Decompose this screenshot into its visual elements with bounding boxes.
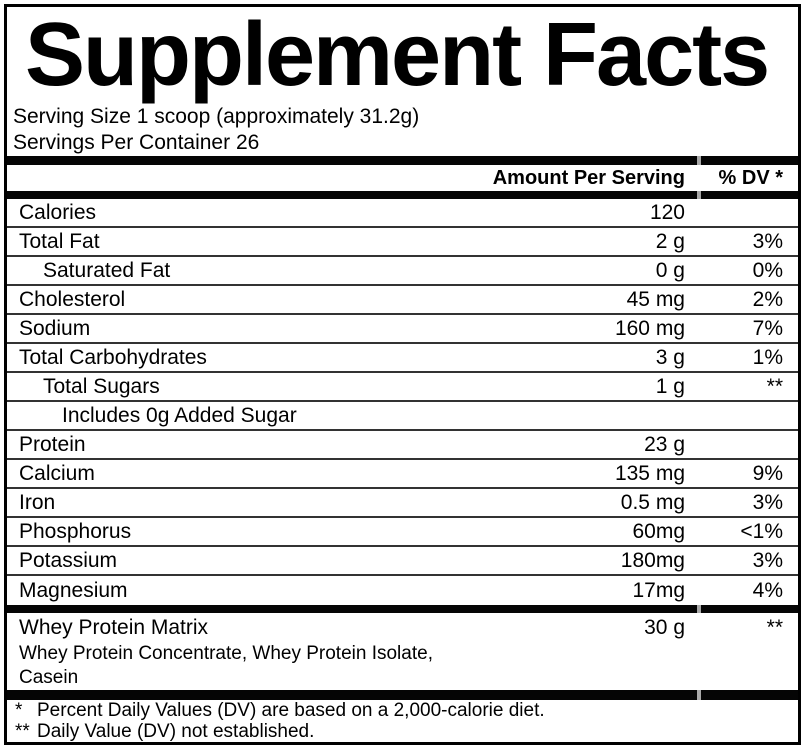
nutrient-amount: 60mg (632, 519, 685, 543)
nutrient-amount: 17mg (632, 578, 685, 602)
table-row (7, 402, 798, 431)
nutrient-amount: 120 (649, 200, 685, 224)
nutrient-name: Phosphorus (19, 519, 132, 543)
table-row (7, 547, 798, 576)
table-header (7, 165, 798, 191)
table-row (7, 199, 798, 228)
nutrient-name: Calcium (19, 461, 95, 485)
nutrient-dv: ** (766, 374, 783, 398)
nutrient-name: Sodium (19, 316, 91, 340)
nutrient-dv: 1% (752, 345, 783, 369)
table-row (7, 576, 798, 605)
nutrient-dv: ** (766, 615, 783, 639)
supplement-facts-panel (4, 4, 801, 745)
nutrient-amount: 135 mg (614, 461, 685, 485)
table-row (7, 344, 798, 373)
blend-ingredients-line: Casein (19, 667, 79, 688)
nutrient-dv: 3% (752, 229, 783, 253)
nutrient-name: Total Sugars (43, 374, 160, 398)
nutrient-name: Iron (19, 490, 56, 514)
table-row (7, 518, 798, 547)
table-row (7, 228, 798, 257)
nutrient-amount: 160 mg (614, 316, 685, 340)
table-row-blend (7, 613, 798, 642)
nutrient-dv: 2% (752, 287, 783, 311)
panel-title: Supplement Facts (25, 5, 769, 105)
footnote-dv-basis (7, 700, 798, 721)
nutrient-name: Total Carbohydrates (19, 345, 207, 369)
nutrient-dv: 0% (752, 258, 783, 282)
nutrient-name: Cholesterol (19, 287, 126, 311)
nutrient-name: Saturated Fat (43, 258, 171, 282)
nutrient-amount: 0.5 mg (620, 490, 685, 514)
thick-divider-bar (7, 690, 798, 700)
footnote-text: Daily Value (DV) not established. (37, 721, 315, 742)
nutrient-amount: 23 g (644, 432, 685, 456)
nutrient-amount: 180mg (620, 548, 685, 572)
table-row (7, 257, 798, 286)
nutrient-name: Potassium (19, 548, 118, 572)
nutrient-name: Whey Protein Matrix (19, 615, 209, 639)
footnote-marker: ** (15, 721, 30, 742)
nutrient-dv: 9% (752, 461, 783, 485)
footnote-text: Percent Daily Values (DV) are based on a 2,000-calorie diet. (37, 700, 545, 721)
nutrient-name: Total Fat (19, 229, 100, 253)
thick-divider-bar (7, 156, 798, 165)
blend-ingredients-line: Whey Protein Concentrate, Whey Protein Isolate, (19, 643, 433, 664)
nutrient-dv: <1% (740, 519, 783, 543)
footnote-dv-not-established (7, 721, 798, 742)
nutrient-name: Includes 0g Added Sugar (62, 403, 297, 427)
serving-size: Serving Size 1 scoop (approximately 31.2g) (13, 105, 420, 128)
nutrient-name: Magnesium (19, 578, 128, 602)
nutrient-amount: 30 g (644, 615, 685, 639)
nutrient-dv: 3% (752, 548, 783, 572)
nutrient-dv: 7% (752, 316, 783, 340)
percent-dv-header: % DV * (718, 166, 783, 189)
table-row (7, 315, 798, 344)
nutrient-amount: 0 g (655, 258, 685, 282)
nutrient-amount: 3 g (655, 345, 685, 369)
table-row (7, 286, 798, 315)
nutrient-dv: 3% (752, 490, 783, 514)
table-row (7, 373, 798, 402)
table-row (7, 460, 798, 489)
table-row (7, 431, 798, 460)
nutrient-name: Calories (19, 200, 97, 224)
amount-per-serving-header: Amount Per Serving (492, 166, 685, 189)
nutrient-rows (7, 199, 798, 605)
nutrient-dv: 4% (752, 578, 783, 602)
nutrient-amount: 45 mg (626, 287, 685, 311)
table-row (7, 489, 798, 518)
nutrient-amount: 2 g (655, 229, 685, 253)
footnote-marker: * (15, 700, 23, 721)
servings-per-container: Servings Per Container 26 (13, 131, 260, 154)
nutrient-name: Protein (19, 432, 86, 456)
thick-divider-bar (7, 191, 798, 199)
thick-divider-bar (7, 605, 798, 613)
nutrient-amount: 1 g (655, 374, 685, 398)
